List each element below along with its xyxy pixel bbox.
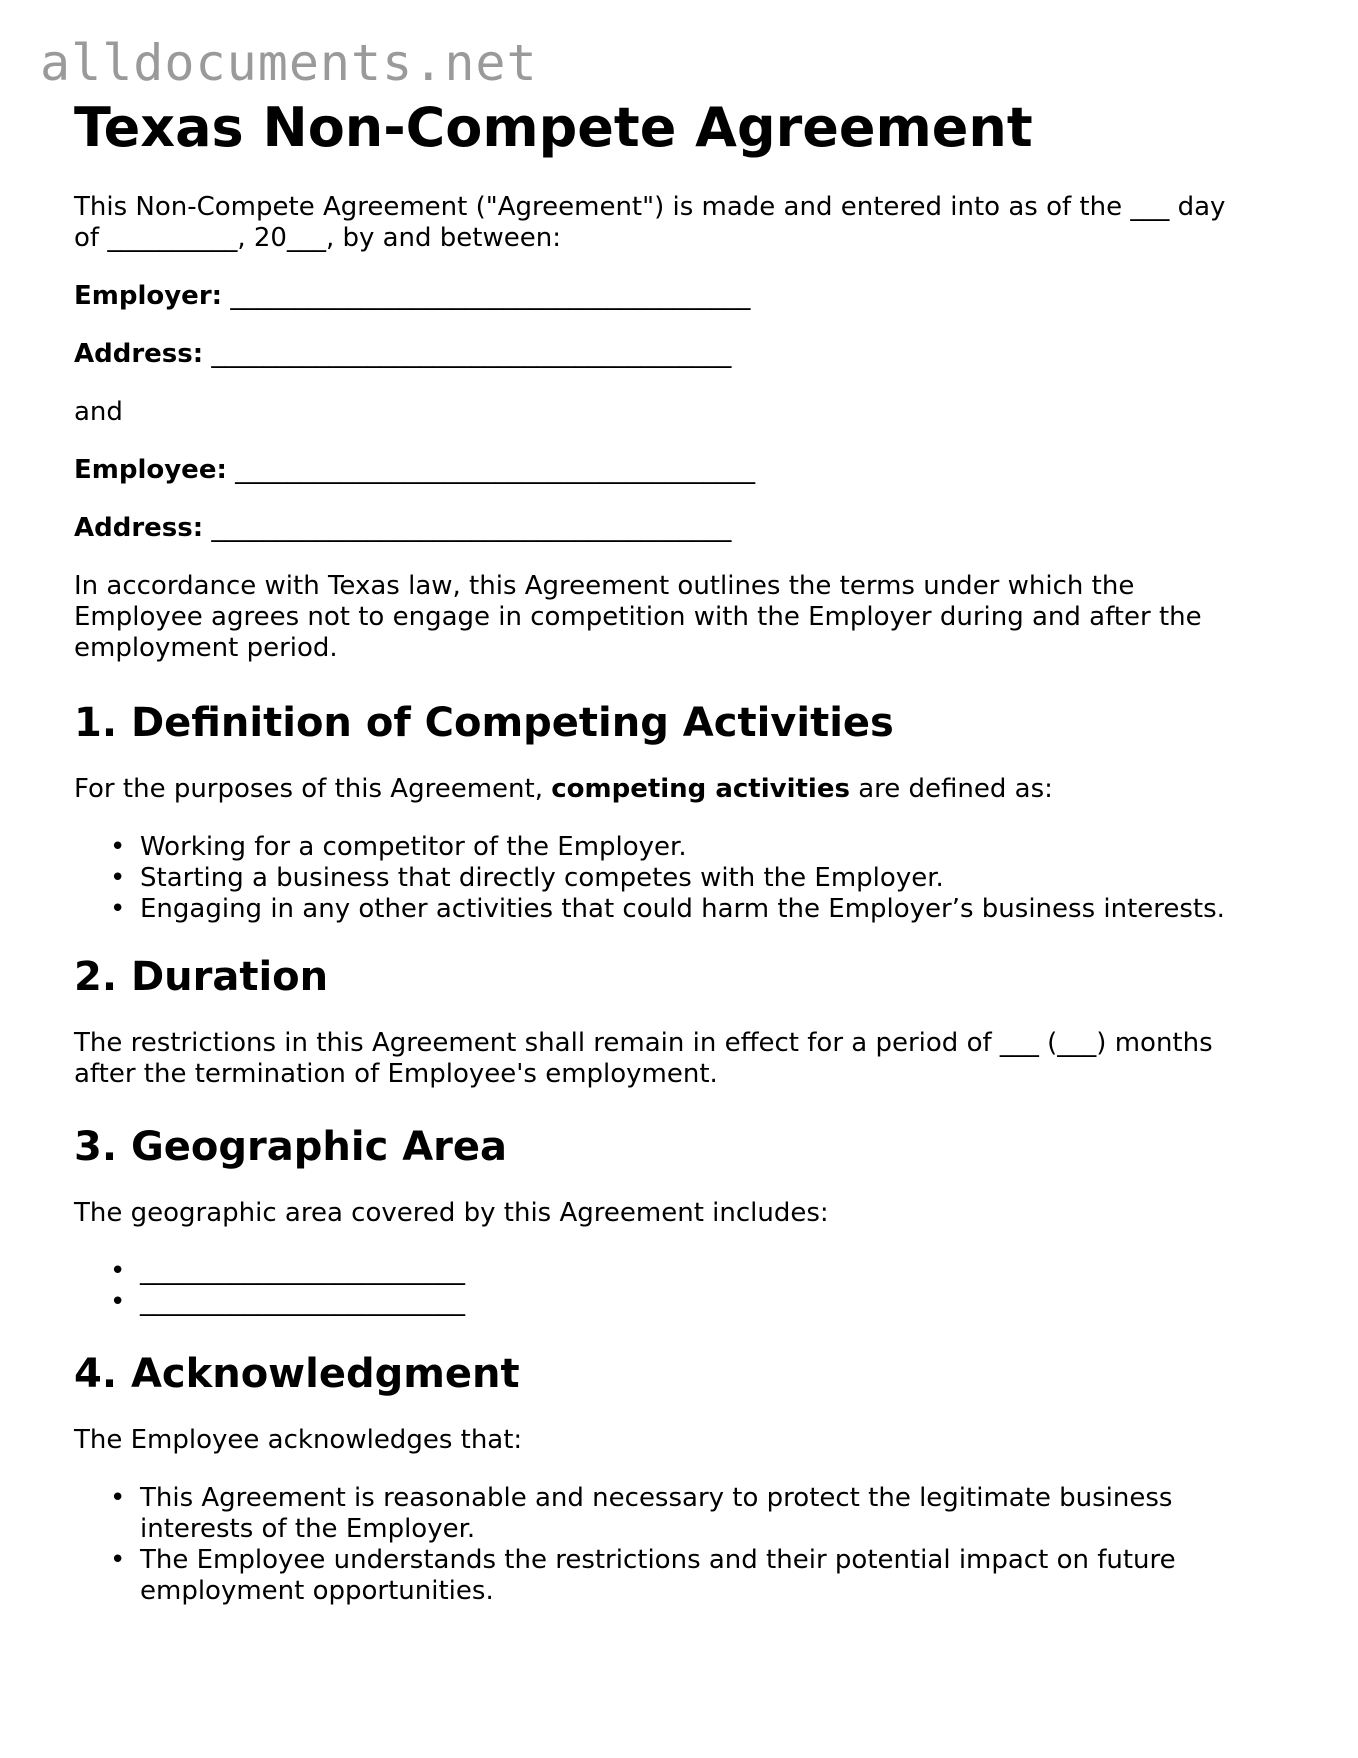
bullet-icon: • [110, 1287, 126, 1317]
intro-line-2: of __________, 20___, by and between: [74, 223, 561, 253]
document-title: Texas Non-Compete Agreement [74, 96, 1033, 159]
bullet-icon: • [110, 894, 126, 924]
employer-address-blank[interactable]: ________________________________________ [211, 339, 732, 369]
list-item [110, 1287, 1274, 1318]
purpose-line-2: Employee agrees not to engage in competition with the Employer during and after the [74, 602, 1202, 632]
section-1-text-before: For the purposes of this Agreement, [74, 774, 552, 804]
section-3-text: The geographic area covered by this Agreement includes: [74, 1198, 829, 1228]
list-item-line-1: The Employee understands the restrictions and their potential impact on future [140, 1545, 1176, 1575]
list-item-line-2: employment opportunities. [140, 1576, 494, 1606]
employee-label: Employee: [74, 455, 227, 485]
section-2-text [74, 1028, 1274, 1090]
section-1-text-after: are defined as: [849, 774, 1053, 804]
section-3-title: 3. Geographic Area [74, 1124, 508, 1170]
section-1-title: 1. Definition of Competing Activities [74, 700, 894, 746]
section-2-line-2: after the termination of Employee's employment. [74, 1059, 718, 1089]
and-text: and [74, 397, 123, 427]
intro-line-1: This Non-Compete Agreement ("Agreement") is made and entered into as of the ___ day [74, 192, 1226, 222]
bullet-icon: • [110, 1483, 126, 1513]
section-4-title: 4. Acknowledgment [74, 1351, 520, 1397]
bullet-icon: • [110, 1256, 126, 1286]
bullet-icon: • [110, 1545, 126, 1575]
watermark: alldocuments.net [40, 34, 538, 92]
geographic-area-blank[interactable]: _________________________ [140, 1287, 465, 1317]
purpose-line-1: In accordance with Texas law, this Agreement outlines the terms under which the [74, 571, 1135, 601]
list-item [110, 832, 1274, 863]
list-item [110, 863, 1274, 894]
employer-address-label: Address: [74, 339, 204, 369]
section-4-text: The Employee acknowledges that: [74, 1425, 523, 1455]
list-item [110, 1483, 1274, 1545]
list-item-text: Working for a competitor of the Employer. [140, 832, 687, 862]
purpose-paragraph [74, 571, 1274, 664]
section-4-list [74, 1483, 1274, 1607]
list-item [110, 1545, 1274, 1607]
section-2-title: 2. Duration [74, 954, 329, 1000]
employee-address-blank[interactable]: ________________________________________ [211, 513, 732, 543]
section-1-text-bold: competing activities [551, 774, 850, 804]
employee-blank[interactable]: ________________________________________ [235, 455, 756, 485]
list-item-text: Starting a business that directly competes with the Employer. [140, 863, 944, 893]
employee-address-label: Address: [74, 513, 204, 543]
employer-blank[interactable]: ________________________________________ [230, 281, 751, 311]
list-item-line-2: interests of the Employer. [140, 1514, 476, 1544]
section-2-line-1: The restrictions in this Agreement shall remain in effect for a period of ___ (___) months [74, 1028, 1213, 1058]
document-page [74, 96, 1274, 1607]
list-item [110, 894, 1274, 925]
section-1-list [74, 832, 1274, 925]
employee-address-field [74, 513, 1274, 544]
employer-field [74, 281, 1274, 312]
section-3-list [74, 1256, 1274, 1318]
section-1-text [74, 774, 1274, 805]
bullet-icon: • [110, 832, 126, 862]
list-item-line-1: This Agreement is reasonable and necessary to protect the legitimate business [140, 1483, 1173, 1513]
geographic-area-blank[interactable]: _________________________ [140, 1256, 465, 1286]
employee-field [74, 455, 1274, 486]
bullet-icon: • [110, 863, 126, 893]
intro-paragraph [74, 192, 1274, 254]
employer-address-field [74, 339, 1274, 370]
list-item-text: Engaging in any other activities that could harm the Employer’s business interests. [140, 894, 1225, 924]
employer-label: Employer: [74, 281, 223, 311]
list-item [110, 1256, 1274, 1287]
purpose-line-3: employment period. [74, 633, 338, 663]
